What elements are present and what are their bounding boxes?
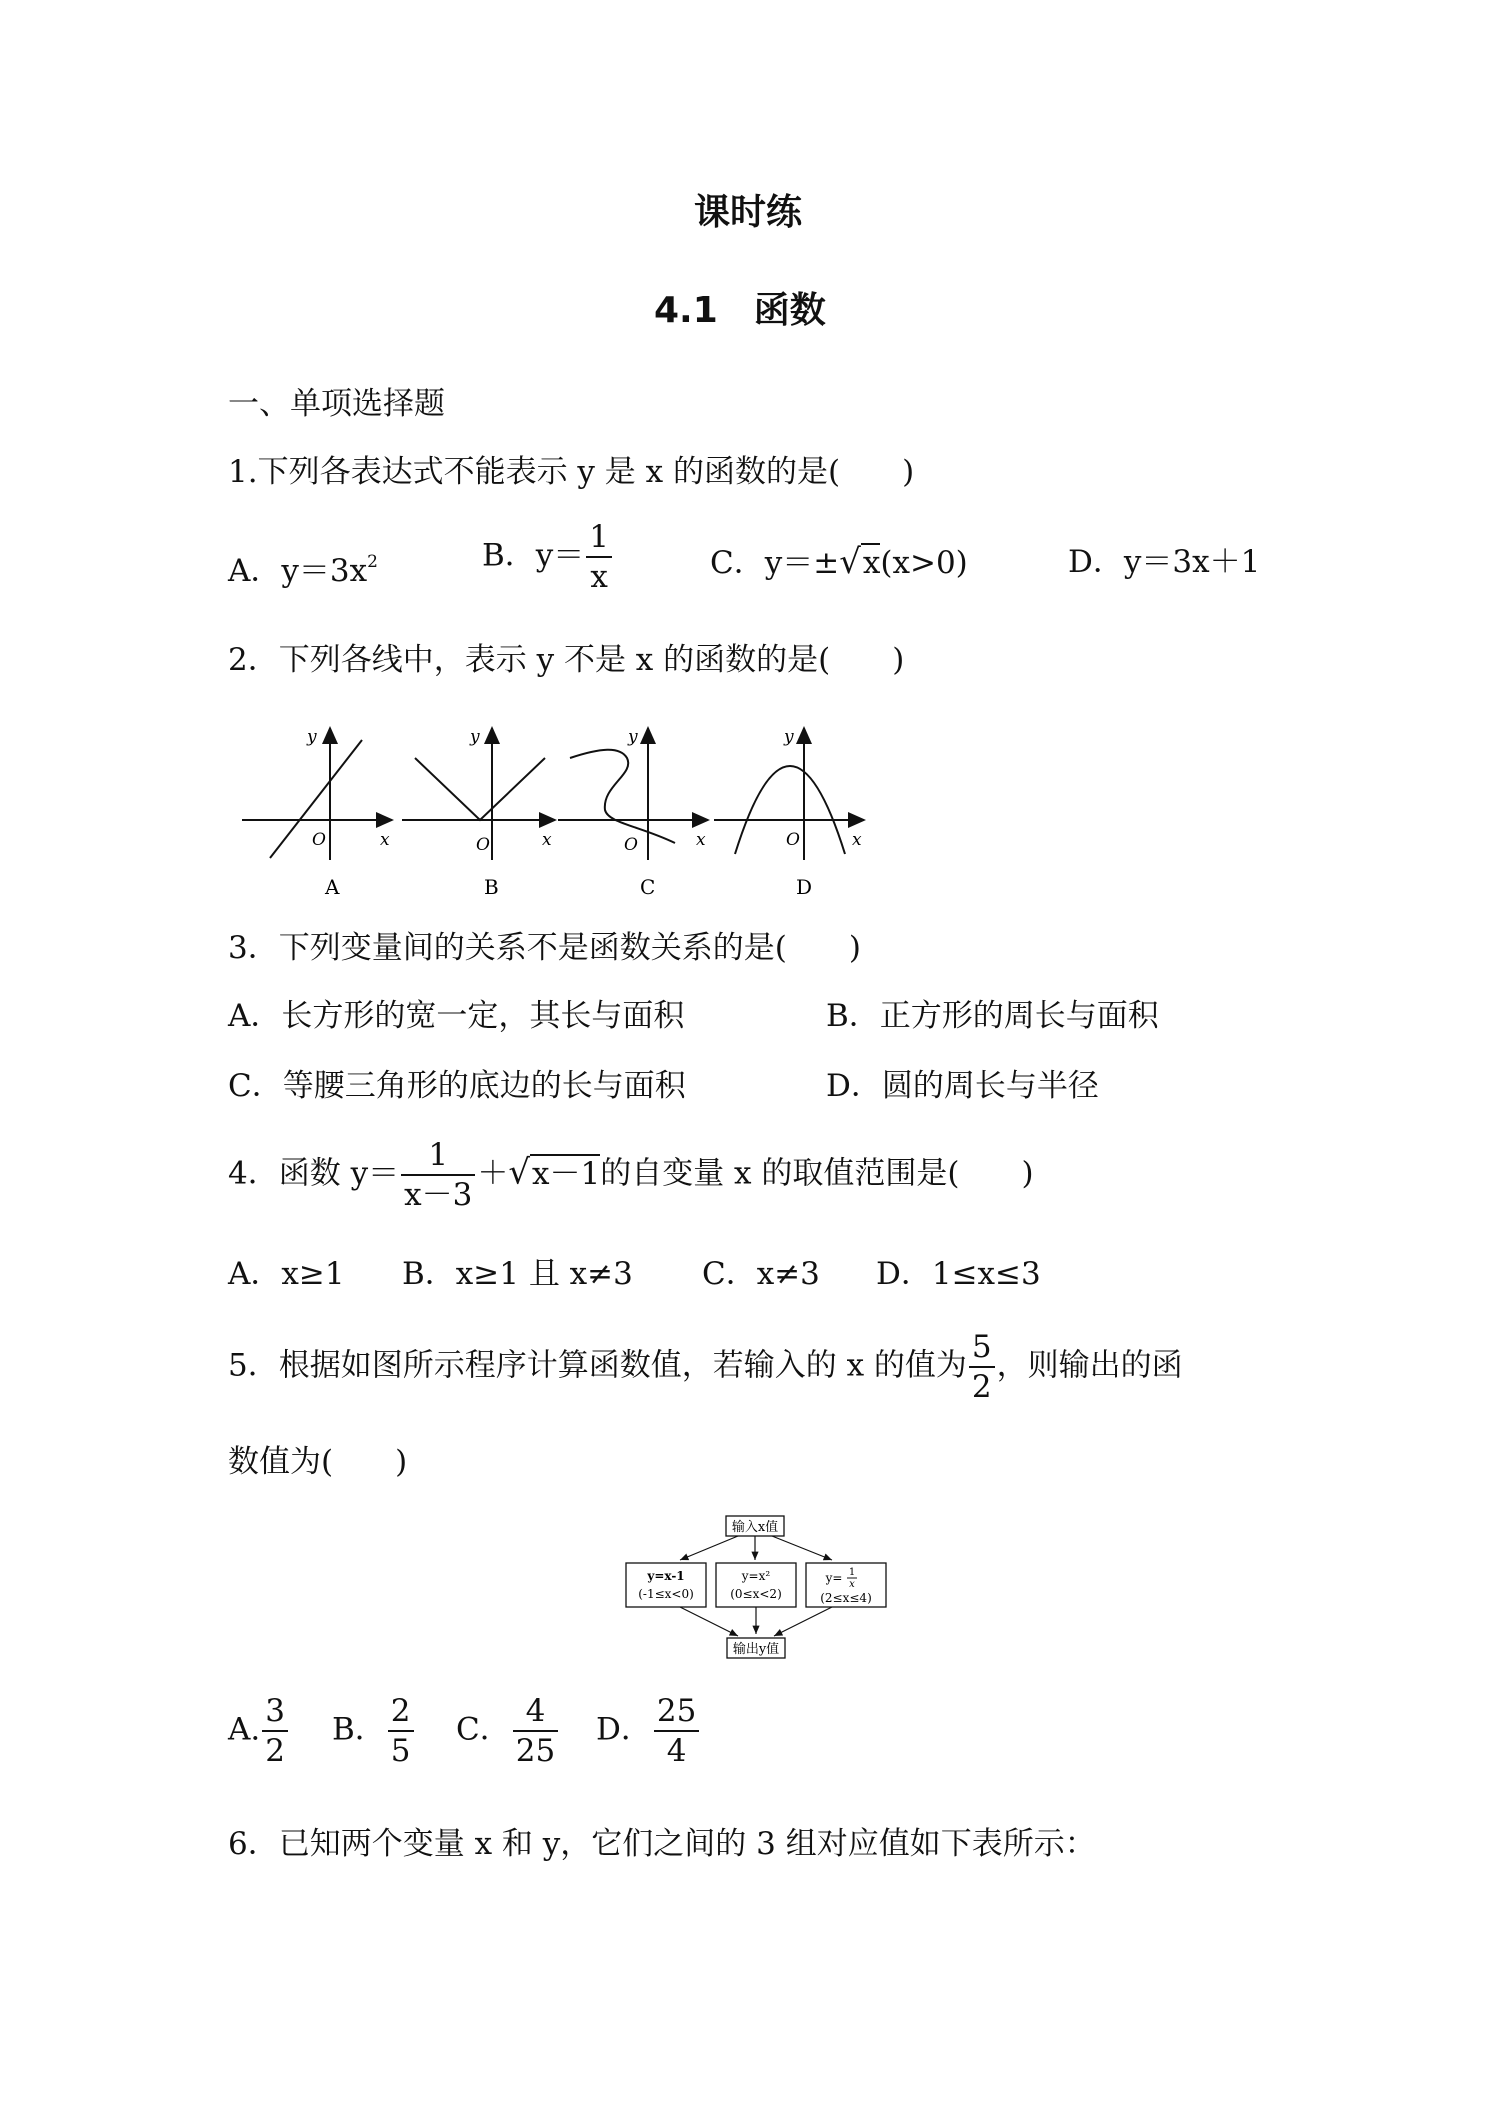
q5-c-den: 25 xyxy=(515,1733,556,1769)
q1-option-a xyxy=(228,542,378,591)
graph-b-origin: O xyxy=(476,835,490,855)
q4-prefix: 4．函数 y＝ xyxy=(228,1155,400,1192)
q1-option-b xyxy=(482,518,614,596)
q4-plus: ＋ xyxy=(477,1155,509,1192)
page-title: 课时练 xyxy=(694,192,803,233)
q4-option-d: D．1≤x≤3 xyxy=(876,1256,1041,1292)
graph-b-x-label: x xyxy=(542,830,552,850)
q4-suffix: 的自变量 x 的取值范围是( ) xyxy=(600,1155,1034,1192)
q1-c-radicand: x xyxy=(862,545,881,581)
graph-b-y-label: y xyxy=(470,727,480,747)
graph-d xyxy=(714,727,864,899)
q5-b-fraction xyxy=(388,1692,414,1770)
q4-option-b: B．x≥1 且 x≠3 xyxy=(402,1256,633,1292)
q5-c-label: C． xyxy=(456,1711,511,1748)
q1-d-label: D． xyxy=(1068,544,1124,580)
q1-option-c xyxy=(710,542,968,583)
q3-option-c: C．等腰三角形的底边的长与面积 xyxy=(228,1068,686,1104)
q5-stem-line2: 数值为( ) xyxy=(228,1444,408,1480)
q5-option-d xyxy=(596,1692,701,1770)
q5-b-num: 2 xyxy=(388,1692,414,1732)
q4-den: x－3 xyxy=(404,1177,473,1213)
graph-a-caption: A xyxy=(325,875,340,899)
q1-option-d xyxy=(1068,542,1260,582)
radical-icon: √ xyxy=(508,1152,530,1193)
q5-d-den: 4 xyxy=(666,1733,687,1769)
q1-b-label: B． xyxy=(482,537,536,574)
flow-output-label: 输出y值 xyxy=(732,1642,780,1657)
q4-radicand: x－1 xyxy=(531,1155,601,1192)
q1-a-label: A． xyxy=(228,553,282,589)
q3-option-d: D．圆的周长与半径 xyxy=(826,1068,1099,1104)
graph-a-x-label: x xyxy=(380,830,390,850)
question-1-stem: 1.下列各表达式不能表示 y 是 x 的函数的是( ) xyxy=(228,454,915,490)
section-title: 4.1 函数 xyxy=(654,290,826,331)
q5-num: 5 xyxy=(969,1328,995,1368)
q5-d-label: D． xyxy=(596,1711,652,1748)
q1-b-num: 1 xyxy=(586,518,612,558)
graph-c-origin: O xyxy=(624,835,638,855)
question-4-stem xyxy=(228,1136,1034,1214)
q5-d-fraction xyxy=(654,1692,699,1770)
q5-c-num: 4 xyxy=(513,1692,558,1732)
q5-d-num: 25 xyxy=(654,1692,699,1732)
q5-fraction xyxy=(969,1328,995,1406)
graph-a xyxy=(242,727,392,899)
q4-option-c: C．x≠3 xyxy=(702,1256,820,1292)
graph-b xyxy=(402,727,555,899)
q1-c-lhs: y＝± xyxy=(764,545,840,581)
flow-branch-2-rule: y=x² xyxy=(741,1569,771,1583)
graph-c-y-label: y xyxy=(628,727,638,747)
flow-branch-3-num: 1 xyxy=(848,1567,856,1578)
flow-branch-1-rule: y=x-1 xyxy=(647,1569,685,1583)
q1-c-label: C． xyxy=(710,545,765,581)
q5-option-a xyxy=(228,1692,290,1770)
q5-den: 2 xyxy=(971,1369,992,1405)
graph-a-origin: O xyxy=(312,830,326,850)
question-6-stem: 6．已知两个变量 x 和 y，它们之间的 3 组对应值如下表所示： xyxy=(228,1826,1096,1862)
q4-num: 1 xyxy=(401,1136,475,1176)
q1-d-expr: y＝3x＋1 xyxy=(1123,544,1261,580)
graph-d-origin: O xyxy=(786,830,800,850)
q5-suffix: ，则输出的函 xyxy=(996,1347,1183,1384)
question-2-stem: 2．下列各线中，表示 y 不是 x 的函数的是( ) xyxy=(228,642,905,678)
graph-c-caption: C xyxy=(640,875,656,899)
graph-c-x-label: x xyxy=(696,830,706,850)
graph-d-x-label: x xyxy=(852,830,862,850)
q5-b-label: B． xyxy=(332,1711,386,1748)
graph-a-y-label: y xyxy=(307,727,317,747)
q1-a-expr: y＝3x xyxy=(281,553,368,589)
flow-branch-3-den: x xyxy=(849,1579,855,1590)
radical-icon: √ xyxy=(839,542,861,582)
q5-flowchart xyxy=(620,1508,890,1668)
graph-d-caption: D xyxy=(796,875,813,899)
flow-branch-3-domain: (2≤x≤4) xyxy=(820,1591,872,1605)
q4-option-a: A．x≥1 xyxy=(228,1256,345,1292)
question-5-stem xyxy=(228,1328,1183,1406)
q4-fraction xyxy=(401,1136,475,1214)
q1-b-den: x xyxy=(590,559,608,595)
flow-branch-3-lhs: y= xyxy=(825,1571,843,1585)
q5-a-num: 3 xyxy=(262,1692,288,1732)
q5-a-fraction xyxy=(262,1692,288,1770)
q5-option-c xyxy=(456,1692,560,1770)
q5-option-b xyxy=(332,1692,416,1770)
flow-input-label: 输入x值 xyxy=(731,1520,779,1535)
flow-branch-2-domain: (0≤x<2) xyxy=(730,1587,782,1601)
question-3-stem: 3．下列变量间的关系不是函数关系的是( ) xyxy=(228,930,861,966)
q3-option-a: A．长方形的宽一定，其长与面积 xyxy=(228,998,685,1034)
q5-b-den: 5 xyxy=(390,1733,411,1769)
graph-c xyxy=(558,727,708,899)
q1-c-condition: (x>0) xyxy=(880,545,968,581)
section-heading: 一、单项选择题 xyxy=(228,386,445,422)
q3-option-b: B．正方形的周长与面积 xyxy=(826,998,1159,1034)
q1-b-lhs: y＝ xyxy=(535,537,585,574)
q5-c-fraction xyxy=(513,1692,558,1770)
graph-d-y-label: y xyxy=(784,727,794,747)
q5-prefix: 5．根据如图所示程序计算函数值，若输入的 x 的值为 xyxy=(228,1347,967,1384)
flow-branch-1-domain: (-1≤x<0) xyxy=(638,1587,694,1601)
q2-graphs-figure xyxy=(230,718,880,908)
q5-a-label: A. xyxy=(228,1711,261,1748)
q1-a-exponent: 2 xyxy=(367,552,378,572)
q1-b-fraction xyxy=(586,518,612,596)
q5-a-den: 2 xyxy=(265,1733,285,1769)
graph-b-caption: B xyxy=(484,875,499,899)
